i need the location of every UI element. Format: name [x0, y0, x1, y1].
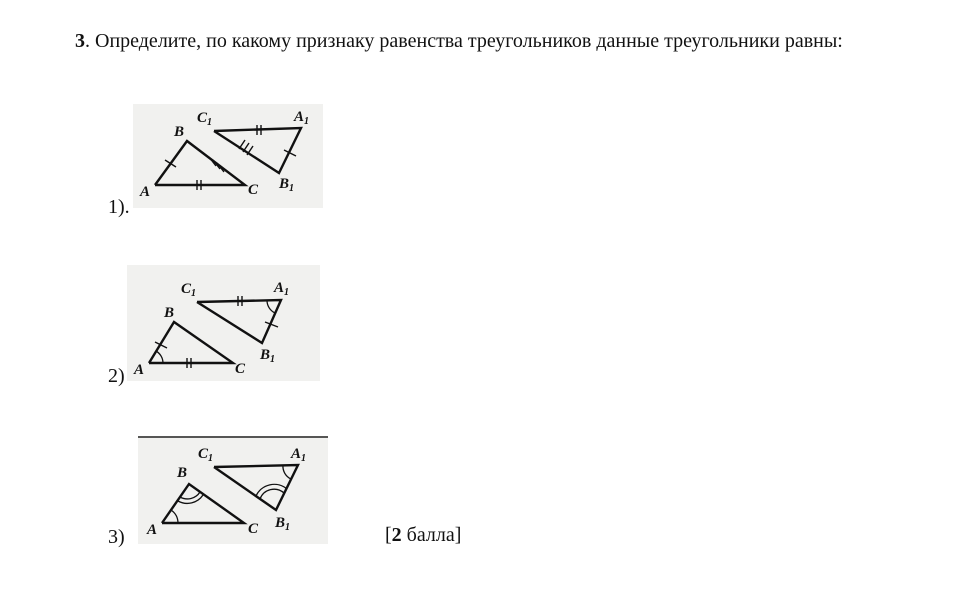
points-badge [385, 523, 461, 547]
label-c1: $C_1$ [197, 110, 213, 128]
label-b: B [164, 305, 175, 321]
figure-3 [138, 436, 328, 544]
label-b1: $B_1$ [275, 515, 291, 533]
angle-b1-arc-1 [260, 489, 284, 499]
angle-a1-arc [267, 300, 275, 313]
label-a1: $A_1$ [291, 446, 307, 464]
item-1-label: 1). [108, 196, 130, 218]
label-c1: $C_1$ [181, 281, 197, 299]
item-2-label: 2) [108, 365, 125, 387]
label-a1: $A_1$ [274, 280, 290, 298]
label-b1: $B_1$ [260, 347, 276, 365]
item-3-label: 3) [108, 526, 125, 548]
question-number: 3 [75, 30, 85, 52]
figure-1 [133, 104, 323, 208]
angle-a-arc [156, 351, 163, 363]
angle-a-arc [171, 510, 178, 523]
points-open: [ [385, 524, 392, 546]
triangle-abc [162, 484, 244, 523]
label-a: A [140, 184, 151, 200]
question-text [75, 28, 915, 54]
label-c: C [235, 361, 246, 377]
label-b1: $B_1$ [279, 176, 295, 194]
label-a: A [147, 522, 158, 538]
points-unit: балла] [401, 524, 462, 546]
tick-ab [165, 160, 176, 167]
figure-1-drawing [133, 104, 323, 208]
label-a1: $A_1$ [294, 109, 310, 127]
question-body: . Определите, по какому признаку равенства треугольников данные треугольники равны: [85, 30, 843, 52]
label-b: B [177, 465, 188, 481]
angle-b1-arc-2 [256, 484, 287, 496]
label-c1: $C_1$ [198, 446, 214, 464]
label-b: B [174, 124, 185, 140]
figure-2 [127, 265, 320, 381]
label-c: C [248, 182, 259, 198]
label-c: C [248, 521, 259, 537]
figure-2-drawing [127, 265, 320, 381]
tick-c1b1-1 [239, 140, 245, 149]
angle-a1-arc [283, 465, 291, 479]
figure-3-drawing [138, 436, 328, 544]
points-value: 2 [391, 524, 402, 546]
label-a: A [134, 362, 145, 378]
